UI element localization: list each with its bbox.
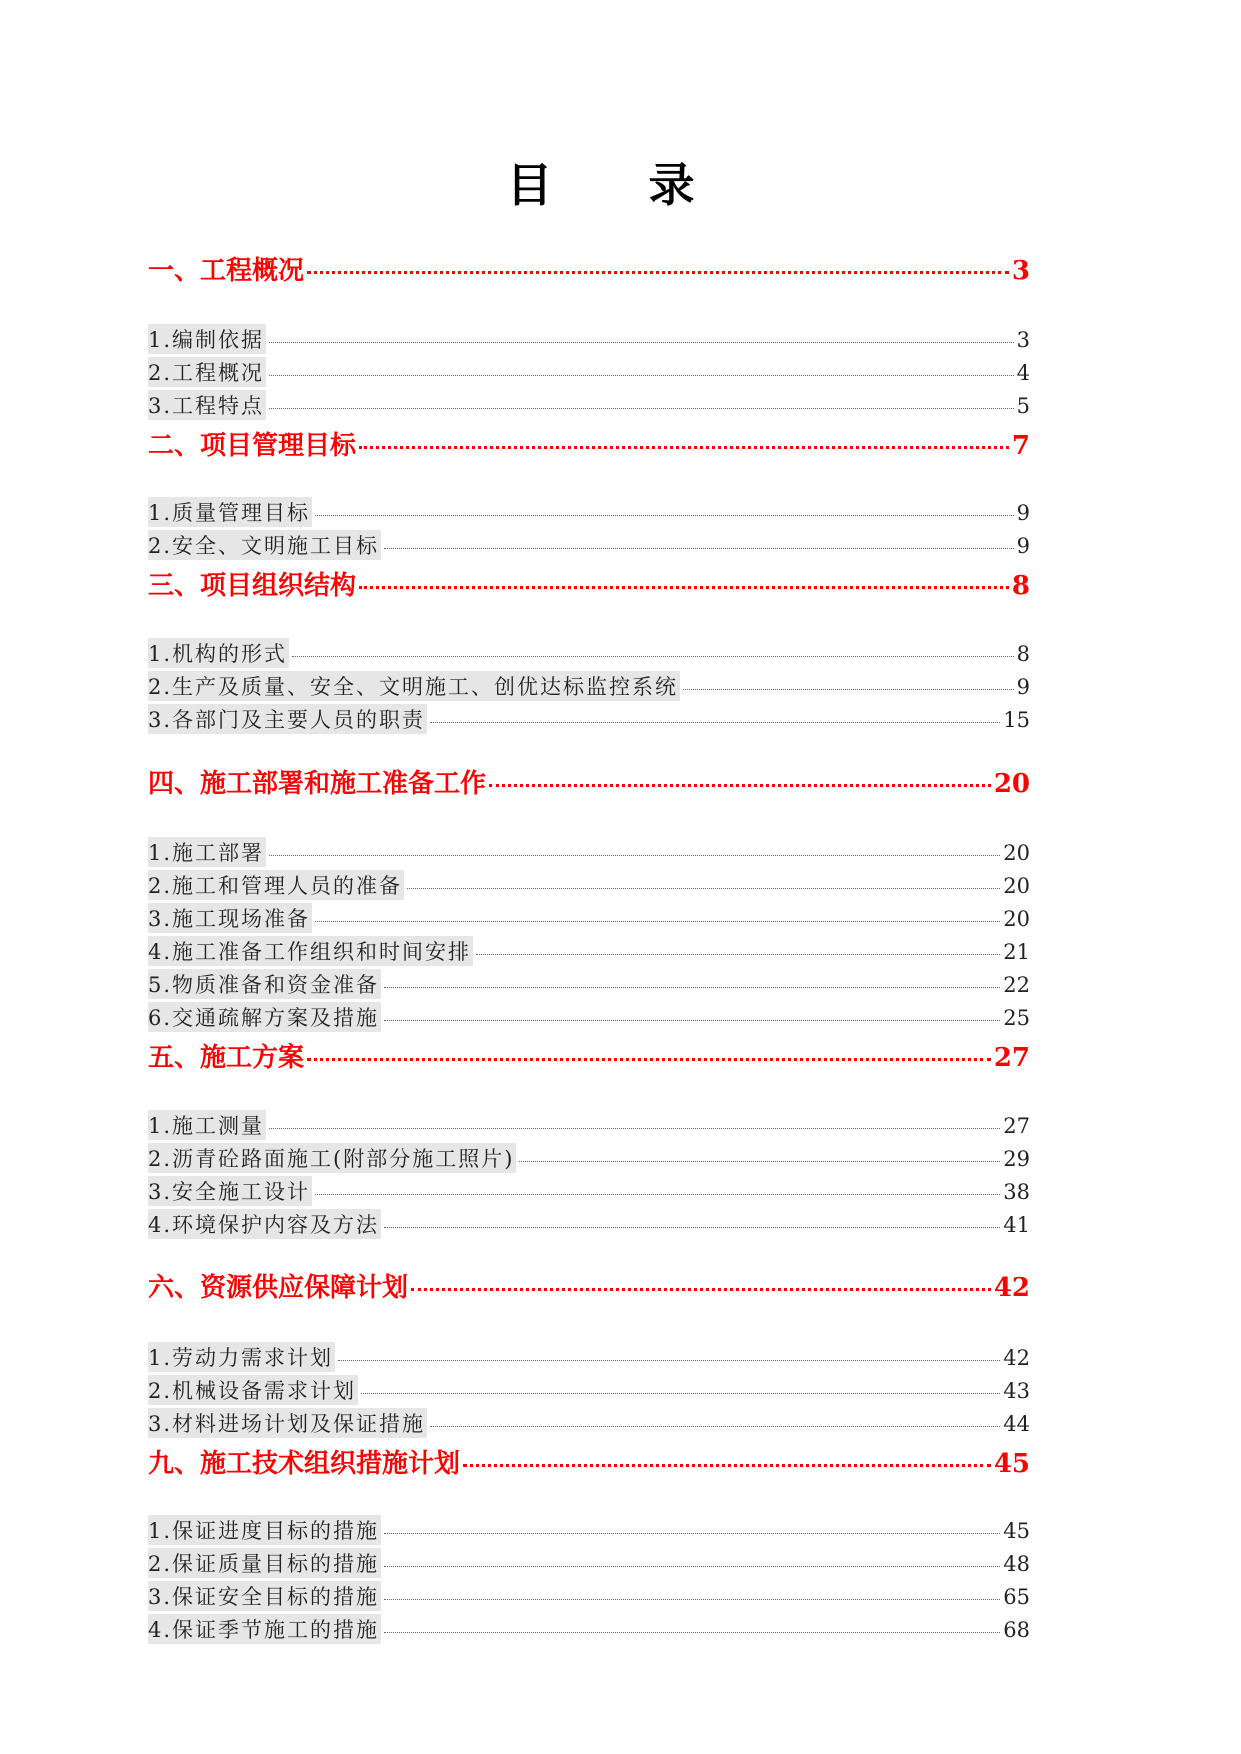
toc-entry-title: 三、项目组织结构 [148, 571, 357, 601]
toc-dot-leader [361, 1392, 1000, 1394]
toc-item-entry[interactable] [148, 530, 1030, 560]
toc-entry-title: 2.安全、文明施工目标 [148, 530, 381, 560]
toc-entry-title: 五、施工方案 [148, 1043, 305, 1073]
toc-item-entry[interactable] [148, 497, 1030, 527]
toc-entry-title: 1.编制依据 [148, 324, 266, 354]
toc-item-entry[interactable] [148, 1143, 1030, 1173]
toc-section-entry[interactable] [148, 763, 1030, 799]
toc-dot-leader [384, 1631, 1000, 1633]
toc-entry-title: 4.施工准备工作组织和时间安排 [148, 936, 473, 966]
toc-page-number: 4 [1016, 361, 1030, 385]
toc-page-number: 15 [1003, 708, 1030, 732]
toc-page-number: 29 [1003, 1147, 1030, 1171]
toc-page-number: 3 [1016, 328, 1030, 352]
toc-page-number: 42 [993, 1273, 1030, 1303]
toc-item-entry[interactable] [148, 671, 1030, 701]
toc-entry-title: 2.生产及质量、安全、文明施工、创优达标监控系统 [148, 671, 680, 701]
toc-item-entry[interactable] [148, 638, 1030, 668]
toc-entry-title: 1.质量管理目标 [148, 497, 312, 527]
toc-dot-leader [384, 1226, 1000, 1228]
toc-entry-title: 1.机构的形式 [148, 638, 289, 668]
toc-item-entry[interactable] [148, 1176, 1030, 1206]
toc-item-entry[interactable] [148, 936, 1030, 966]
toc-page-number: 21 [1003, 940, 1030, 964]
toc-page-number: 22 [1003, 973, 1030, 997]
toc-entry-title: 1.保证进度目标的措施 [148, 1515, 381, 1545]
toc-entry-title: 6.交通疏解方案及措施 [148, 1002, 381, 1032]
toc-entry-title: 1.劳动力需求计划 [148, 1342, 335, 1372]
page-title: 目 录 [506, 158, 735, 212]
toc-item-entry[interactable] [148, 903, 1030, 933]
toc-page-number: 42 [1003, 1346, 1030, 1370]
toc-page-number: 25 [1003, 1006, 1030, 1030]
toc-item-entry[interactable] [148, 704, 1030, 734]
toc-dot-leader [384, 1019, 1000, 1021]
toc-entry-title: 四、施工部署和施工准备工作 [148, 769, 487, 799]
toc-entry-title: 4.环境保护内容及方法 [148, 1209, 381, 1239]
toc-page-number: 68 [1003, 1618, 1030, 1642]
toc-section-entry[interactable] [148, 565, 1030, 601]
toc-item-entry[interactable] [148, 1515, 1030, 1545]
toc-page-number: 7 [1011, 431, 1030, 461]
toc-entry-title: 3.工程特点 [148, 390, 266, 420]
toc-dot-leader [430, 1425, 1000, 1427]
toc-entry-title: 3.各部门及主要人员的职责 [148, 704, 427, 734]
toc-page-number: 8 [1011, 571, 1030, 601]
toc-page-number: 20 [1003, 874, 1030, 898]
toc-page-number: 44 [1003, 1412, 1030, 1436]
toc-dot-leader [430, 721, 1000, 723]
toc-item-entry[interactable] [148, 1110, 1030, 1140]
toc-section-entry[interactable] [148, 1037, 1030, 1073]
toc-dot-leader [269, 854, 1000, 856]
toc-dot-leader [307, 1057, 991, 1061]
toc-dot-leader [683, 688, 1014, 690]
toc-entry-title: 3.安全施工设计 [148, 1176, 312, 1206]
toc-entry-title: 六、资源供应保障计划 [148, 1273, 409, 1303]
toc-item-entry[interactable] [148, 1375, 1030, 1405]
toc-dot-leader [384, 547, 1014, 549]
toc-dot-leader [411, 1287, 991, 1291]
toc-entry-title: 2.施工和管理人员的准备 [148, 870, 404, 900]
toc-item-entry[interactable] [148, 1002, 1030, 1032]
toc-dot-leader [315, 514, 1014, 516]
toc-dot-leader [476, 953, 1000, 955]
toc-page-number: 48 [1003, 1552, 1030, 1576]
toc-dot-leader [384, 1532, 1000, 1534]
toc-item-entry[interactable] [148, 1342, 1030, 1372]
toc-item-entry[interactable] [148, 1614, 1030, 1644]
toc-item-entry[interactable] [148, 1581, 1030, 1611]
toc-page-number: 45 [1003, 1519, 1030, 1543]
toc-section-entry[interactable] [148, 1443, 1030, 1479]
toc-page-number: 9 [1016, 675, 1030, 699]
toc-dot-leader [407, 887, 1000, 889]
toc-dot-leader [338, 1359, 1000, 1361]
toc-dot-leader [269, 1127, 1000, 1129]
toc-dot-leader [384, 986, 1000, 988]
toc-entry-title: 3.保证安全目标的措施 [148, 1581, 381, 1611]
toc-dot-leader [519, 1160, 1000, 1162]
toc-entry-title: 一、工程概况 [148, 256, 305, 286]
toc-item-entry[interactable] [148, 390, 1030, 420]
toc-entry-title: 3.材料进场计划及保证措施 [148, 1408, 427, 1438]
toc-dot-leader [489, 783, 991, 787]
toc-entry-title: 3.施工现场准备 [148, 903, 312, 933]
toc-page-number: 5 [1016, 394, 1030, 418]
toc-item-entry[interactable] [148, 969, 1030, 999]
toc-dot-leader [269, 341, 1014, 343]
toc-dot-leader [269, 374, 1014, 376]
toc-dot-leader [315, 920, 1000, 922]
toc-entry-title: 2.工程概况 [148, 357, 266, 387]
toc-page-number: 41 [1003, 1213, 1030, 1237]
toc-item-entry[interactable] [148, 1209, 1030, 1239]
toc-dot-leader [384, 1565, 1000, 1567]
toc-dot-leader [384, 1598, 1000, 1600]
toc-section-entry[interactable] [148, 1267, 1030, 1303]
toc-entry-title: 2.保证质量目标的措施 [148, 1548, 381, 1578]
toc-dot-leader [307, 270, 1009, 274]
toc-page-number: 9 [1016, 534, 1030, 558]
toc-entry-title: 二、项目管理目标 [148, 431, 357, 461]
toc-entry-title: 1.施工部署 [148, 837, 266, 867]
toc-dot-leader [315, 1193, 1000, 1195]
toc-dot-leader [359, 585, 1009, 589]
toc-entry-title: 2.沥青砼路面施工(附部分施工照片) [148, 1143, 516, 1173]
toc-page-number: 45 [993, 1449, 1030, 1479]
toc-dot-leader [292, 655, 1014, 657]
toc-page-number: 43 [1003, 1379, 1030, 1403]
toc-dot-leader [269, 407, 1014, 409]
toc-page-number: 27 [1003, 1114, 1030, 1138]
toc-dot-leader [463, 1463, 991, 1467]
toc-section-entry[interactable] [148, 250, 1030, 286]
toc-page-number: 38 [1003, 1180, 1030, 1204]
toc-item-entry[interactable] [148, 357, 1030, 387]
toc-entry-title: 4.保证季节施工的措施 [148, 1614, 381, 1644]
toc-item-entry[interactable] [148, 837, 1030, 867]
toc-page-number: 3 [1011, 256, 1030, 286]
toc-page-number: 65 [1003, 1585, 1030, 1609]
toc-item-entry[interactable] [148, 1548, 1030, 1578]
toc-item-entry[interactable] [148, 870, 1030, 900]
toc-entry-title: 5.物质准备和资金准备 [148, 969, 381, 999]
toc-page-number: 20 [1003, 841, 1030, 865]
toc-dot-leader [359, 445, 1009, 449]
toc-item-entry[interactable] [148, 324, 1030, 354]
toc-item-entry[interactable] [148, 1408, 1030, 1438]
toc-section-entry[interactable] [148, 425, 1030, 461]
toc-page-number: 8 [1016, 642, 1030, 666]
toc-page-number: 27 [993, 1043, 1030, 1073]
toc-page-number: 20 [1003, 907, 1030, 931]
toc-entry-title: 九、施工技术组织措施计划 [148, 1449, 461, 1479]
toc-page-number: 20 [993, 769, 1030, 799]
toc-entry-title: 1.施工测量 [148, 1110, 266, 1140]
toc-entry-title: 2.机械设备需求计划 [148, 1375, 358, 1405]
toc-page-number: 9 [1016, 501, 1030, 525]
